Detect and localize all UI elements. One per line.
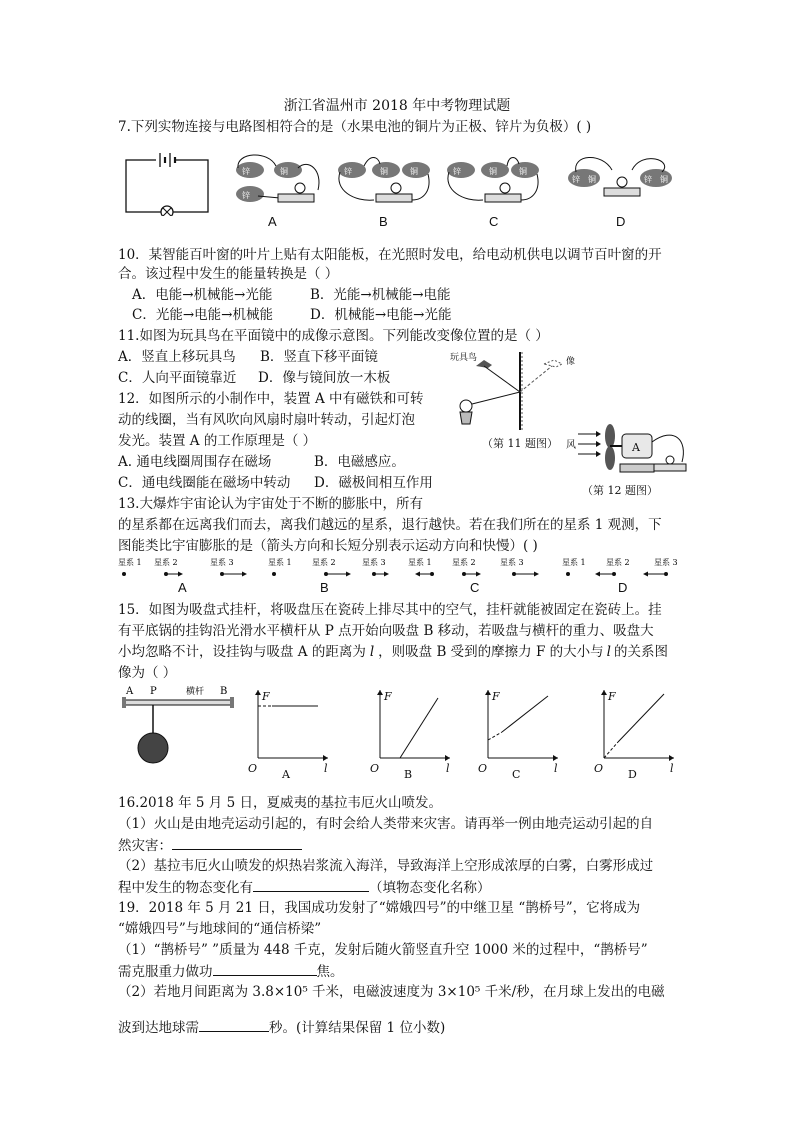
- q11-caption: （第 11 题图）: [482, 437, 558, 450]
- q15-b-y-arrow: [377, 690, 383, 695]
- q12-option-d: D．磁极间相互作用: [314, 475, 433, 491]
- q15-line-3c: 的关系图: [613, 644, 668, 660]
- q12-option-b: B．电磁感应。: [314, 454, 405, 470]
- q15-fig-label-rod: 横杆: [186, 687, 205, 697]
- q13a-galaxy1-label: 星系 1: [118, 558, 142, 567]
- q19-line-4a: 需克服重力做功: [118, 964, 213, 980]
- q7d-label-zinc-2: 锌: [644, 175, 652, 184]
- q7-option-b-label: B: [379, 214, 388, 229]
- q15-fig-label-a: A: [126, 686, 134, 697]
- q12-caption: （第 12 题图）: [582, 484, 658, 497]
- q19-line-4: [118, 961, 344, 982]
- q11-label-bird: 玩具鸟: [450, 353, 478, 363]
- q13d-galaxy3-label: 星系 3: [654, 558, 678, 567]
- q12-label-wind: 风: [566, 440, 576, 451]
- q13-line-2: 的星系都在远离我们而去，离我们越远的星系，退行越快。若在我们所在的星系 1 观测，下: [118, 517, 662, 533]
- q15-c-axis-l: l: [554, 762, 558, 775]
- q15-d-dashed: [604, 742, 618, 758]
- q7d-label-copper-2: 铜: [660, 175, 668, 184]
- q15-option-c-label: C: [512, 768, 521, 781]
- q7-option-a-figure: [228, 150, 328, 208]
- q13b-galaxy1-label: 星系 1: [268, 558, 292, 567]
- q15-fig-label-p: P: [150, 686, 157, 697]
- q13-option-a-figure: [118, 557, 247, 577]
- q15-b-x-arrow: [445, 755, 450, 761]
- q16-line-1: 16.2018 年 5 月 5 日，夏威夷的基拉韦厄火山喷发。: [118, 795, 442, 811]
- q13-option-c-label: C: [470, 580, 480, 595]
- q15-d-axis-f: F: [608, 690, 616, 703]
- q15-c-axis-f: F: [492, 690, 500, 703]
- q11-option-a: A．竖直上移玩具鸟: [118, 349, 236, 365]
- q7c-label-copper: 铜: [489, 167, 497, 176]
- q15-option-d-label: D: [628, 768, 637, 781]
- q15-option-a-label: A: [282, 768, 290, 781]
- q13c-galaxy1-label: 星系 1: [408, 558, 432, 567]
- q15-c-x-arrow: [553, 755, 558, 761]
- q19-line-4b: 焦。: [316, 964, 344, 980]
- q10-option-c: C．光能→电能→机械能: [132, 307, 273, 323]
- q13-line-1: 13.大爆炸宇宙论认为宇宙处于不断的膨胀中，所有: [118, 496, 423, 512]
- q13-option-b-figure: [268, 557, 389, 577]
- q15-var-l: l: [369, 644, 375, 660]
- q10-line-1: 10．某智能百叶窗的叶片上贴有太阳能板，在光照时发电，给电动机供电以调节百叶窗的开: [118, 247, 662, 263]
- q13-option-b-label: B: [320, 580, 329, 595]
- q12-line-1: 12．如图所示的小制作中，装置 A 中有磁铁和可转: [118, 391, 424, 407]
- q7b-label-copper-2: 铜: [410, 167, 418, 176]
- q13d-galaxy2-label: 星系 2: [606, 558, 630, 567]
- q7a-label-zinc-2: 锌: [242, 191, 250, 200]
- q7-option-d-figure: [562, 150, 680, 202]
- q7-stem: 7.下列实物连接与电路图相符合的是（水果电池的铜片为正极、锌片为负极）( ): [118, 119, 592, 135]
- q7b-label-copper: 铜: [380, 167, 388, 176]
- q7a-label-copper: 铜: [280, 167, 288, 176]
- q13a-galaxy3-label: 星系 3: [210, 558, 234, 567]
- q11-stem: 11.如图为玩具鸟在平面镜中的成像示意图。下列能改变像位置的是（ ）: [118, 328, 549, 344]
- q15-b-origin: O: [370, 762, 380, 775]
- q7a-label-zinc: 锌: [242, 167, 250, 176]
- q15-a-axis-f: F: [262, 690, 270, 703]
- q19-line-3: （1）“鹊桥号” ”质量为 448 千克，发射后随火箭竖直升空 1000 米的过程中，“鹊桥号”: [118, 942, 648, 958]
- q15-c-dashed: [488, 732, 502, 740]
- q19-line-5: （2）若地月间距离为 3.8×10⁵ 千米，电磁波速度为 3×10⁵ 千米/秒，在月球上发出的电磁: [118, 984, 665, 1000]
- q19-line-1: 19．2018 年 5 月 21 日，我国成功发射了“嫦娥四号”的中继卫星 “鹊桥号”，它将成为: [118, 900, 641, 916]
- q15-a-axis-l: l: [324, 762, 328, 775]
- q19-line-6a: 波到达地球需: [118, 1020, 199, 1036]
- q15-line-3a: 小均忽略不计，设挂钩与吸盘 A 的距离为: [118, 644, 366, 660]
- q15-d-y-arrow: [601, 690, 607, 695]
- q19-answer-blank-1[interactable]: [213, 961, 317, 976]
- q15-d-axis-l: l: [670, 762, 674, 775]
- q15-line-1: 15．如图为吸盘式挂杆，将吸盘压在瓷砖上排尽其中的空气，挂杆就能被固定在瓷砖上。挂: [118, 602, 662, 618]
- page-title: 浙江省温州市 2018 年中考物理试题: [283, 98, 511, 114]
- q12-line-2: 动的线圈，当有风吹向风扇时扇叶转动，引起灯泡: [118, 412, 415, 428]
- q13-option-a-label: A: [178, 580, 187, 595]
- q19-line-6b: 秒。(计算结果保留 1 位小数): [269, 1020, 446, 1036]
- q15-option-b-label: B: [404, 768, 413, 781]
- q11-option-b: B．竖直下移平面镜: [260, 349, 378, 365]
- q16-answer-blank-1[interactable]: [172, 835, 302, 850]
- q13-galaxy-options: [118, 556, 684, 594]
- q7b-label-zinc: 锌: [344, 167, 352, 176]
- q19-answer-blank-2[interactable]: [199, 1017, 269, 1032]
- q12-option-c: C．通电线圈能在磁场中转动: [118, 475, 291, 491]
- q15-line-2: 有平底锅的挂钩沿光滑水平横杆从 P 点开始向吸盘 B 移动，若吸盘与横杆的重力、吸盘大: [118, 623, 654, 639]
- q15-a-x-arrow: [323, 755, 328, 761]
- q7c-label-copper-2: 铜: [519, 167, 527, 176]
- q15-b-line: [400, 698, 438, 758]
- q7-circuit-diagram: [124, 150, 214, 216]
- q15-b-axis-f: F: [384, 690, 392, 703]
- q15-line-4: 像为（ ）: [118, 665, 177, 681]
- q10-option-b: B．光能→机械能→电能: [310, 287, 451, 303]
- q15-fig-label-b: B: [220, 686, 228, 697]
- q13a-galaxy2-label: 星系 2: [154, 558, 178, 567]
- q11-label-image: 像: [566, 357, 576, 367]
- q16-line-4: （2）基拉韦厄火山喷发的炽热岩浆流入海洋，导致海洋上空形成浓厚的白雾，白雾形成过: [118, 858, 654, 874]
- q16-line-3-text: 然灾害：: [118, 838, 172, 854]
- q15-line-3b: ，则吸盘 B 受到的摩擦力 F 的大小与: [378, 644, 604, 660]
- q7c-label-zinc: 锌: [453, 167, 461, 176]
- q16-answer-blank-2[interactable]: [253, 877, 369, 892]
- q7-option-b-figure: [334, 150, 434, 208]
- q12-line-3: 发光。装置 A 的工作原理是（ ）: [118, 433, 317, 449]
- q12-fan-figure: [564, 420, 694, 484]
- q11-option-c: C．人向平面镜靠近: [118, 370, 237, 386]
- q15-d-x-arrow: [669, 755, 674, 761]
- q15-a-origin: O: [248, 762, 258, 775]
- q13-option-d-label: D: [618, 580, 628, 595]
- q13d-galaxy1-label: 星系 1: [562, 558, 586, 567]
- q12-option-a: A. 通电线圈周围存在磁场: [118, 454, 272, 470]
- q13b-galaxy2-label: 星系 2: [312, 558, 336, 567]
- q7-option-c-figure: [443, 150, 543, 208]
- q13-option-c-figure: [408, 557, 539, 577]
- q7d-label-zinc: 锌: [572, 175, 580, 184]
- q16-line-5: [118, 877, 491, 898]
- q10-option-a: A．电能→机械能→光能: [132, 287, 273, 303]
- q16-line-3: [118, 835, 302, 856]
- q15-var-l-2: l: [606, 644, 611, 660]
- q15-c-line: [502, 696, 548, 732]
- q15-d-origin: O: [594, 762, 604, 775]
- q15-line-3: [118, 642, 668, 662]
- q19-line-6: [118, 1017, 445, 1038]
- q15-a-y-arrow: [255, 690, 261, 695]
- q13c-galaxy3-label: 星系 3: [500, 558, 524, 567]
- q13-line-3: 图能类比宇宙膨胀的是（箭头方向和长短分别表示运动方向和快慢）( ): [118, 538, 538, 554]
- q15-c-y-arrow: [485, 690, 491, 695]
- q15-graph-options: [248, 684, 768, 784]
- q7-option-c-label: C: [489, 214, 499, 229]
- q15-c-origin: O: [478, 762, 488, 775]
- q12-label-device-a: A: [632, 441, 640, 454]
- q13c-galaxy2-label: 星系 2: [452, 558, 476, 567]
- q10-option-d: D．机械能→电能→光能: [310, 307, 452, 323]
- q13b-galaxy3-label: 星系 3: [362, 558, 386, 567]
- q7d-label-copper: 铜: [588, 175, 596, 184]
- q11-option-d: D．像与镜间放一木板: [258, 370, 391, 386]
- q16-line-5a: 程中发生的物态变化有: [118, 880, 253, 896]
- q7-option-a-label: A: [268, 214, 277, 229]
- q15-hanger-figure: [120, 684, 236, 774]
- q15-b-axis-l: l: [446, 762, 450, 775]
- q13-option-d-figure: [562, 557, 678, 577]
- q7-option-d-label: D: [616, 214, 626, 229]
- q10-line-2: 合。该过程中发生的能量转换是（ ）: [118, 266, 339, 282]
- q15-d-line: [618, 694, 664, 742]
- q16-line-2: （1）火山是由地壳运动引起的，有时会给人类带来灾害。请再举一例由地壳运动引起的自: [118, 816, 654, 832]
- q19-line-2: “嫦娥四号”与地球间的“通信桥梁”: [118, 921, 322, 937]
- q16-line-5b: （填物态变化名称）: [369, 880, 491, 896]
